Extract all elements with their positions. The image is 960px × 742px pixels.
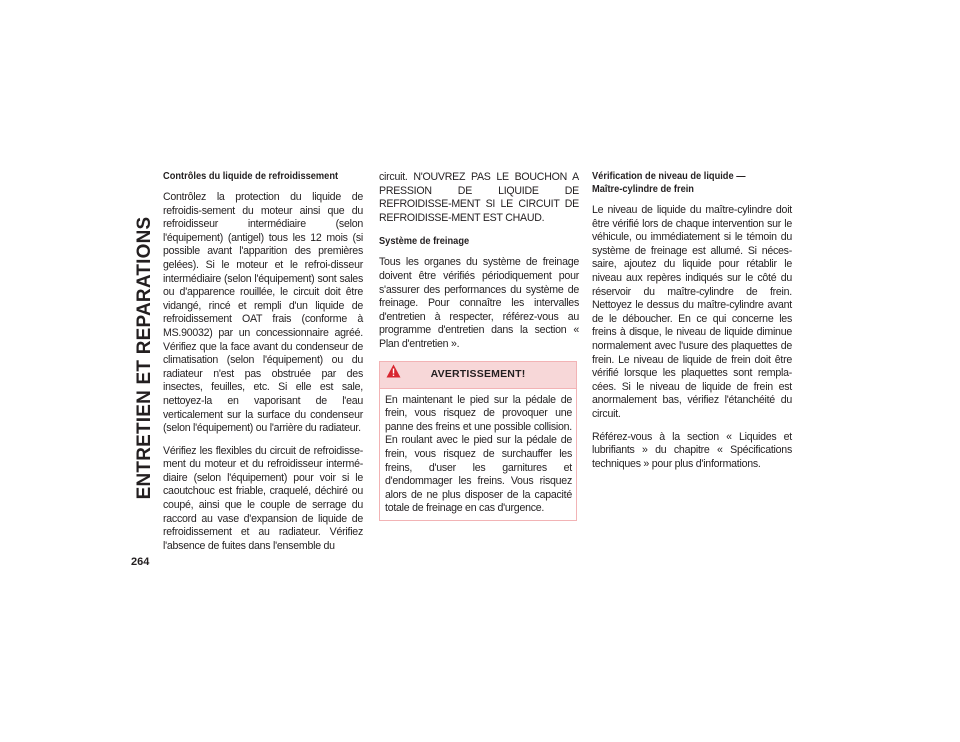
column-1 xyxy=(163,170,363,562)
brake-fluid-heading xyxy=(592,170,792,196)
brake-system-paragraph: Tous les organes du système de freinage doivent être vérifiés périodiquement pour s'assurer des performances du système de freinage. Pour connaître les intervalles d'entretien à respecter, référez-vous au programme d'entretien dans la section « Plan d'entretien ». xyxy=(379,256,579,350)
column-3 xyxy=(592,170,792,480)
warning-header xyxy=(380,362,576,389)
coolant-continuation-paragraph: circuit. N'OUVREZ PAS LE BOUCHON A PRESSION DE LIQUIDE DE REFROIDISSE-MENT SI LE CIRCUIT DE REFROIDISSE-MENT EST CHAUD. xyxy=(379,171,579,224)
warning-title: AVERTISSEMENT! xyxy=(430,367,526,380)
warning-body xyxy=(380,389,576,520)
warning-text: En maintenant le pied sur la pédale de frein, vous risquez de provoquer une panne des freins et une possible collision. En roulant avec le pied sur la pédale de frein, vous risquez de surchauffer les freins, d'user les garnitures et d'endommager les freins. Vous risquez alors de ne plus disposer de la capacité totale de freinage en cas d'urgence. xyxy=(385,393,572,515)
brake-fluid-heading-line-2: Maître-cylindre de frein xyxy=(592,184,694,195)
brake-system-heading: Système de freinage xyxy=(379,236,470,248)
section-side-title xyxy=(134,168,156,548)
brake-fluid-heading-line-1: Vérification de niveau de liquide — xyxy=(592,171,746,182)
warning-box xyxy=(379,361,577,521)
section-side-title-text: ENTRETIEN ET REPARATIONS xyxy=(134,216,155,500)
brake-fluid-paragraph-1: Le niveau de liquide du maître-cylindre doit être vérifié lors de chaque intervention sur le véhicule, ou immédiatement si le témoin du système de freinage est allumé. Si néces-saire, ajoutez du liquide pour rétablir le niveau aux repères indiqués sur le côté du réservoir du maître-cylindre de frein. Nettoyez le dessus du maître-cylindre avant de le déboucher. En ce qui concerne les freins à disque, le niveau de liquide diminue normalement avec l'usure des plaquettes de frein. Le niveau de liquide de frein doit être vérifié lorsque les plaquettes sont rempla-cées. Si le niveau de liquide de frein est anormalement bas, vérifiez l'étanchéité du circuit. xyxy=(592,204,792,420)
coolant-checks-heading: Contrôles du liquide de refroidissement xyxy=(163,171,339,182)
page-number: 264 xyxy=(131,556,150,568)
column-2 xyxy=(379,171,579,521)
brake-fluid-paragraph-2: Référez-vous à la section « Liquides et lubrifiants » du chapitre « Spécifications techniques » pour plus d'informations. xyxy=(592,430,792,470)
coolant-paragraph-2: Vérifiez les flexibles du circuit de refroidisse-ment du moteur et du refroidisseur intermé-diaire (selon l'équipement) pour voir si le caoutchouc est friable, craquelé, déchiré ou coupé, ainsi que le couple de serrage du raccord au vase d'expansion de liquide de refroidissement et au radiateur. Vérifiez l'absence de fuites dans l'ensemble du xyxy=(163,444,363,552)
coolant-paragraph-1: Contrôlez la protection du liquide de refroidis-sement du moteur ainsi que du refroidisseur intermédiaire (selon l'équipement) (antigel) tous les 12 mois (si possible avant l'apparition des premières gelées). Si le moteur et le refroi-disseur intermédiaire (selon l'équipement) sont sales ou d'apparence rouillée, le circuit doit être vidangé, rincé et rempli d'un liquide de refroidissement OAT frais (conforme à MS.90032) par un concessionnaire agréé. Vérifiez que la face avant du condenseur de climatisation (selon l'équipement) ou du radiateur n'est pas obstruée par des insectes, feuilles, etc. Si elle est sale, nettoyez-la en vaporisant de l'eau verticalement sur la surface du condenseur (selon l'équipement) ou l'arrière du radiateur. xyxy=(163,191,363,435)
